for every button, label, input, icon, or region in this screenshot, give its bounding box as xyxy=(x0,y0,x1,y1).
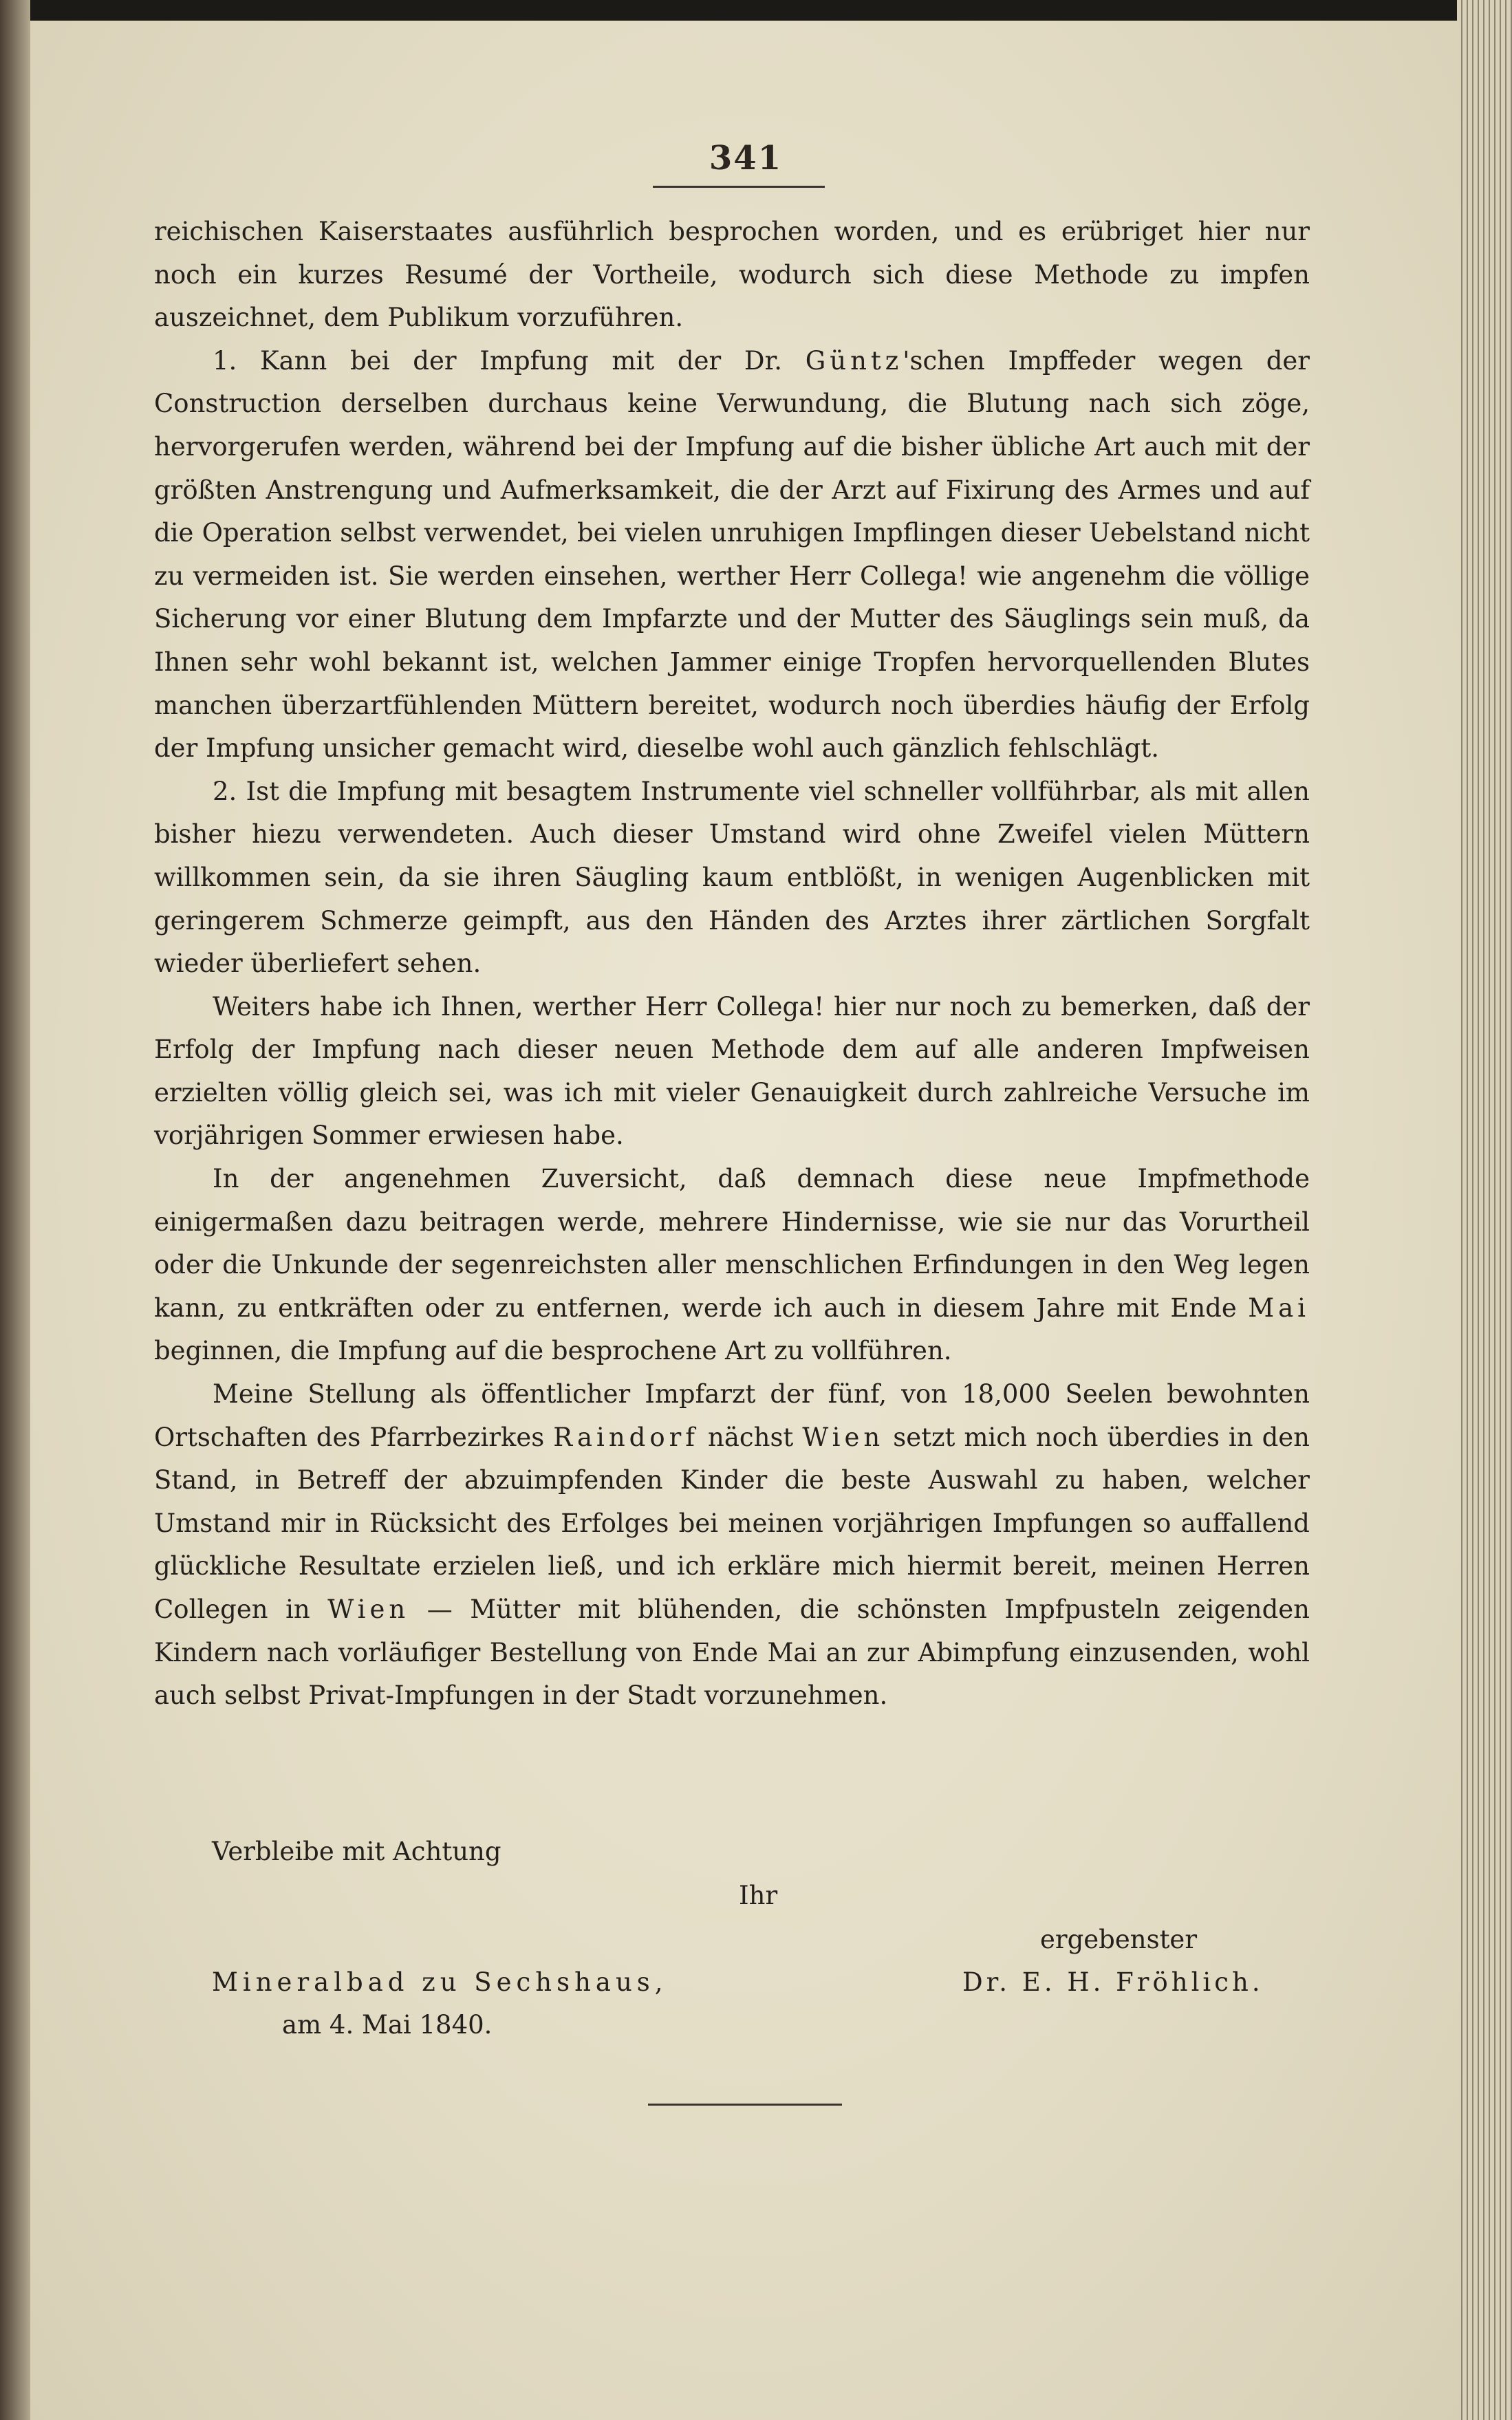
page-number: 341 xyxy=(709,139,783,177)
paragraph-weiters: Weiters habe ich Ihnen, werther Herr Collega! hier nur noch zu bemerken, daß der Erfolg der Impfung nach dieser neuen Methode dem auf alle anderen Impfweisen erzielten völlig gleich sei, was ich mit vieler Genauigkeit durch zahlreiche Versuche im vorjährigen Sommer erwiesen habe. xyxy=(154,991,1310,1151)
month-mai: Mai xyxy=(1248,1293,1310,1323)
place-wien-2: Wien xyxy=(327,1595,410,1624)
stellung-text-c: setzt mich noch überdies in den Stand, in Betreff der abzuimpfenden Kinder die beste Auswahl zu haben, welcher Umstand mir in Rücksicht des Erfolges bei meinen vorjährigen Impfungen so auffallend glückliche Resultate erzielen ließ, und ich erkläre mich hiermit bereit, meinen Herren Collegen in xyxy=(154,1422,1310,1624)
zuversicht-text-b: beginnen, die Impfung auf die besprochene Art zu vollführen. xyxy=(154,1336,952,1366)
paragraph-point-1 xyxy=(154,340,1310,770)
scan-top-border xyxy=(0,0,1512,21)
paragraph-point-2: 2. Ist die Impfung mit besagtem Instrumente viel schneller vollführbar, als mit allen bisher hiezu verwendeten. Auch dieser Umstand wird ohne Zweifel vielen Müttern willkommen sein, da sie ihren Säugling kaum entblößt, in wenigen Augenblicken mit geringerem Schmerze geimpft, aus den Händen des Arztes ihrer zärtlichen Sorgfalt wieder überliefert sehen. xyxy=(154,776,1310,979)
letter-signature: Dr. E. H. Fröhlich. xyxy=(962,1967,1264,1997)
point-1-text-b: 'schen Impffeder wegen der Construction derselben durchaus keine Verwundung, die Blutung nach sich zöge, hervorgerufen werden, während bei der Impfung auf die bisher übliche Art auch mit der größten Anstrengung und Aufmerksamkeit, die der Arzt auf Fixirung des Armes und auf die Operation selbst verwendet, bei vielen unruhigen Impflingen dieser Uebelstand nicht zu vermeiden ist. Sie werden einsehen, werther Herr Collega! wie angenehm die völlige Sicherung vor einer Blutung dem Impfarzte und der Mutter des Säuglings sein muß, da Ihnen sehr wohl bekannt ist, welchen Jammer einige Tropfen hervorquellenden Blutes manchen überzartfühlenden Müttern bereitet, wodurch noch überdies häufig der Erfolg der Impfung unsicher gemacht wird, dieselbe wohl auch gänzlich fehlschlägt. xyxy=(154,345,1310,764)
closing-ergebenster: ergebenster xyxy=(1040,1925,1198,1954)
letter-place: Mineralbad zu Sechshaus, xyxy=(212,1967,668,1997)
footer-rule xyxy=(648,2104,842,2106)
paragraph-continuation: reichischen Kaiserstaates ausführlich besprochen worden, und es erübriget hier nur noch ein kurzes Resumé der Vortheile, wodurch sich diese Methode zu impfen auszeichnet, dem Publikum vorzuführen. xyxy=(154,217,1310,333)
stellung-text-d: — Mütter mit blühenden, die schönsten Impfpusteln zeigenden Kindern nach vorläufiger Bestellung von Ende Mai an zur Abimpfung einzusenden, wohl auch selbst Privat-Impfungen in der Stadt vorzunehmen. xyxy=(154,1595,1310,1711)
book-page xyxy=(30,21,1461,2420)
closing-ihr: Ihr xyxy=(739,1881,778,1910)
paragraph-stellung xyxy=(154,1373,1310,1718)
paragraph-zuversicht xyxy=(154,1158,1310,1373)
body-text xyxy=(154,210,1310,1718)
closing-verbleibe: Verbleibe mit Achtung xyxy=(212,1837,501,1866)
letter-date: am 4. Mai 1840. xyxy=(282,2010,493,2040)
place-wien-1: Wien xyxy=(802,1422,885,1452)
book-spine-shadow xyxy=(0,0,30,2420)
zuversicht-text-a: In der angenehmen Zuversicht, daß demnach diese neue Impfmethode einigermaßen dazu beitragen werde, mehrere Hindernisse, wie sie nur das Vorurtheil oder die Unkunde der segenreichsten aller menschlichen Erfindungen in den Weg legen kann, zu entkräften oder zu entfernen, werde ich auch in diesem Jahre mit Ende xyxy=(154,1164,1310,1323)
page-edges xyxy=(1457,0,1512,2420)
name-guentz: Güntz xyxy=(805,345,903,376)
point-1-text-a: 1. Kann bei der Impfung mit der Dr. xyxy=(213,345,806,376)
place-raindorf: Raindorf xyxy=(553,1422,700,1452)
stellung-text-a: Meine Stellung als öffentlicher Impfarzt der fünf, von 18,000 Seelen bewohnten Ortschaften des Pfarrbezirkes xyxy=(154,1379,1310,1452)
header-rule xyxy=(653,186,825,188)
stellung-text-b: nächst xyxy=(699,1422,803,1452)
